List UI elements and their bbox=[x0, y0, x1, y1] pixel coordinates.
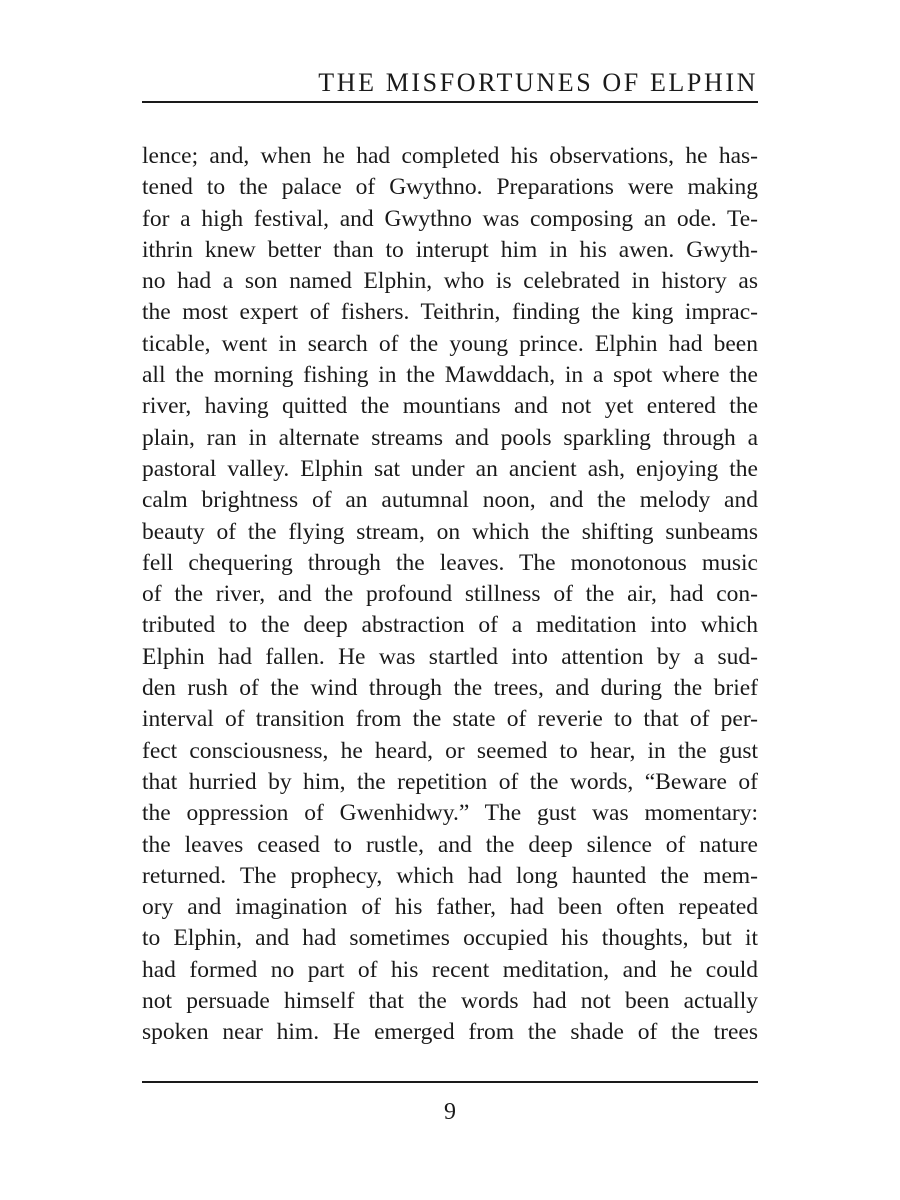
header-rule bbox=[142, 101, 758, 103]
text-line: lence; and, when he had completed his observations, he has- bbox=[142, 143, 758, 169]
running-title: THE MISFORTUNES OF ELPHIN bbox=[318, 68, 758, 97]
text-line: no had a son named Elphin, who is celebrated in history as bbox=[142, 268, 758, 295]
footer-rule bbox=[142, 1081, 758, 1083]
text-line: den rush of the wind through the trees, and during the brief bbox=[142, 675, 758, 702]
text-line: not persuade himself that the words had not been actually bbox=[142, 988, 758, 1015]
text-line: fell chequering through the leaves. The monotonous music bbox=[142, 549, 758, 576]
text-line: had formed no part of his recent meditation, and he could bbox=[142, 956, 758, 983]
text-line: returned. The prophecy, which had long haunted the mem- bbox=[142, 862, 758, 889]
text-line: river, having quitted the mountians and not yet entered the bbox=[142, 393, 758, 420]
text-line: that hurried by him, the repetition of the words, “Beware of bbox=[142, 768, 758, 795]
text-line: for a high festival, and Gwythno was composing an ode. Te- bbox=[142, 205, 758, 232]
text-line: fect consciousness, he heard, or seemed to hear, in the gust bbox=[142, 737, 758, 764]
text-line: ory and imagination of his father, had been often repeated bbox=[142, 894, 758, 921]
text-line: spoken near him. He emerged from the shade of the trees bbox=[142, 1019, 758, 1046]
text-line: tened to the palace of Gwythno. Preparations were making bbox=[142, 174, 758, 201]
text-line: Elphin had fallen. He was startled into attention by a sud- bbox=[142, 643, 758, 670]
text-line: interval of transition from the state of reverie to that of per- bbox=[142, 706, 758, 733]
page-number: 9 bbox=[444, 1099, 456, 1125]
text-line: pastoral valley. Elphin sat under an ancient ash, enjoying the bbox=[142, 455, 758, 482]
text-line: of the river, and the profound stillness of the air, had con- bbox=[142, 581, 758, 608]
text-line: the most expert of fishers. Teithrin, finding the king imprac- bbox=[142, 299, 758, 326]
text-line: the leaves ceased to rustle, and the deep silence of nature bbox=[142, 831, 758, 858]
text-line: calm brightness of an autumnal noon, and the melody and bbox=[142, 487, 758, 514]
text-line: beauty of the flying stream, on which the shifting sunbeams bbox=[142, 518, 758, 545]
body-text bbox=[142, 141, 758, 1049]
text-line: ithrin knew better than to interupt him in his awen. Gwyth- bbox=[142, 236, 758, 263]
text-line: the oppression of Gwenhidwy.” The gust was momentary: bbox=[142, 800, 758, 827]
text-line: plain, ran in alternate streams and pools sparkling through a bbox=[142, 424, 758, 451]
text-line: ticable, went in search of the young prince. Elphin had been bbox=[142, 330, 758, 357]
text-line: tributed to the deep abstraction of a meditation into which bbox=[142, 612, 758, 639]
text-line: to Elphin, and had sometimes occupied his thoughts, but it bbox=[142, 925, 758, 952]
text-line: all the morning fishing in the Mawddach, in a spot where the bbox=[142, 362, 758, 389]
